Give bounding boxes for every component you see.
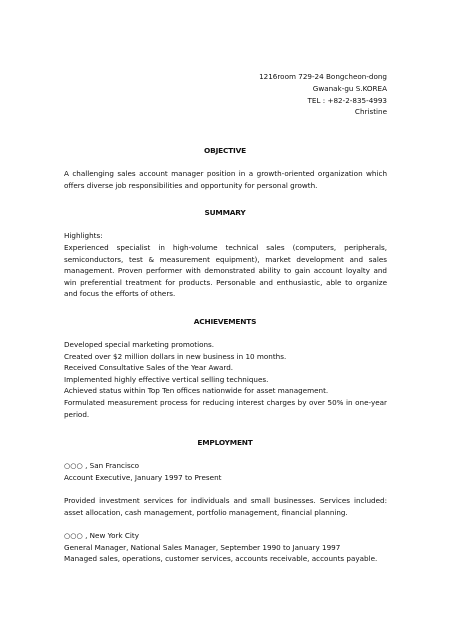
summary-text: Experienced specialist in high-volume technical sales (computers, peripherals, semiconductors, test & measurement equipment), market development and sales management. Proven performer with demonstrated ability to gain account loyalty and win preferential treatment for products. Personable and enthusiastic, able to organize and focus the efforts of others.: [64, 243, 387, 299]
achievement-item: Developed special marketing promotions.: [64, 340, 215, 349]
job-position: Account Executive, January 1997 to Present: [64, 472, 222, 482]
objective-text: A challenging sales account manager position in a growth-oriented organization which offers diverse job responsibilities and opportunity for personal growth.: [64, 169, 387, 190]
job-company: ○○○ , New York City: [64, 531, 139, 540]
job-company: ○○○ , San Francisco: [64, 461, 140, 470]
achievement-item: Implemented highly effective vertical selling techniques.: [64, 374, 269, 384]
objective-heading: OBJECTIVE: [204, 146, 246, 155]
achievement-item: Formulated measurement process for reducing interest charges by over 50% in one-year period.: [64, 397, 387, 419]
applicant-name: Christine: [354, 107, 387, 117]
employment-job: [64, 460, 387, 483]
achievement-item: Received Consultative Sales of the Year Award.: [64, 363, 234, 373]
job-description: Managed sales, operations, customer services, accounts receivable, accounts payable.: [64, 554, 378, 564]
summary-heading: SUMMARY: [204, 208, 246, 217]
job-position: General Manager, National Sales Manager, September 1990 to January 1997: [64, 542, 341, 552]
address-line-1: 1216room 729-24 Bongcheon-dong: [259, 72, 387, 81]
achievements-list: [64, 339, 387, 420]
achievement-item: Created over $2 million dollars in new business in 10 months.: [64, 351, 287, 361]
summary-highlights-label: Highlights:: [64, 231, 103, 240]
achievement-item: Achieved status within Top Ten offices nationwide for asset management.: [64, 386, 329, 396]
phone-number: TEL : +82-2-835-4993: [307, 95, 387, 105]
job-description: Provided investment services for individuals and small businesses. Services included: asset allocation, cash management, portfolio management, financial planning.: [64, 496, 387, 517]
address-line-2: Gwanak-gu S.KOREA: [312, 83, 387, 93]
contact-address: [259, 71, 387, 118]
achievements-heading: ACHIEVEMENTS: [193, 317, 257, 326]
employment-heading: EMPLOYMENT: [197, 438, 253, 447]
employment-job: [64, 530, 387, 565]
